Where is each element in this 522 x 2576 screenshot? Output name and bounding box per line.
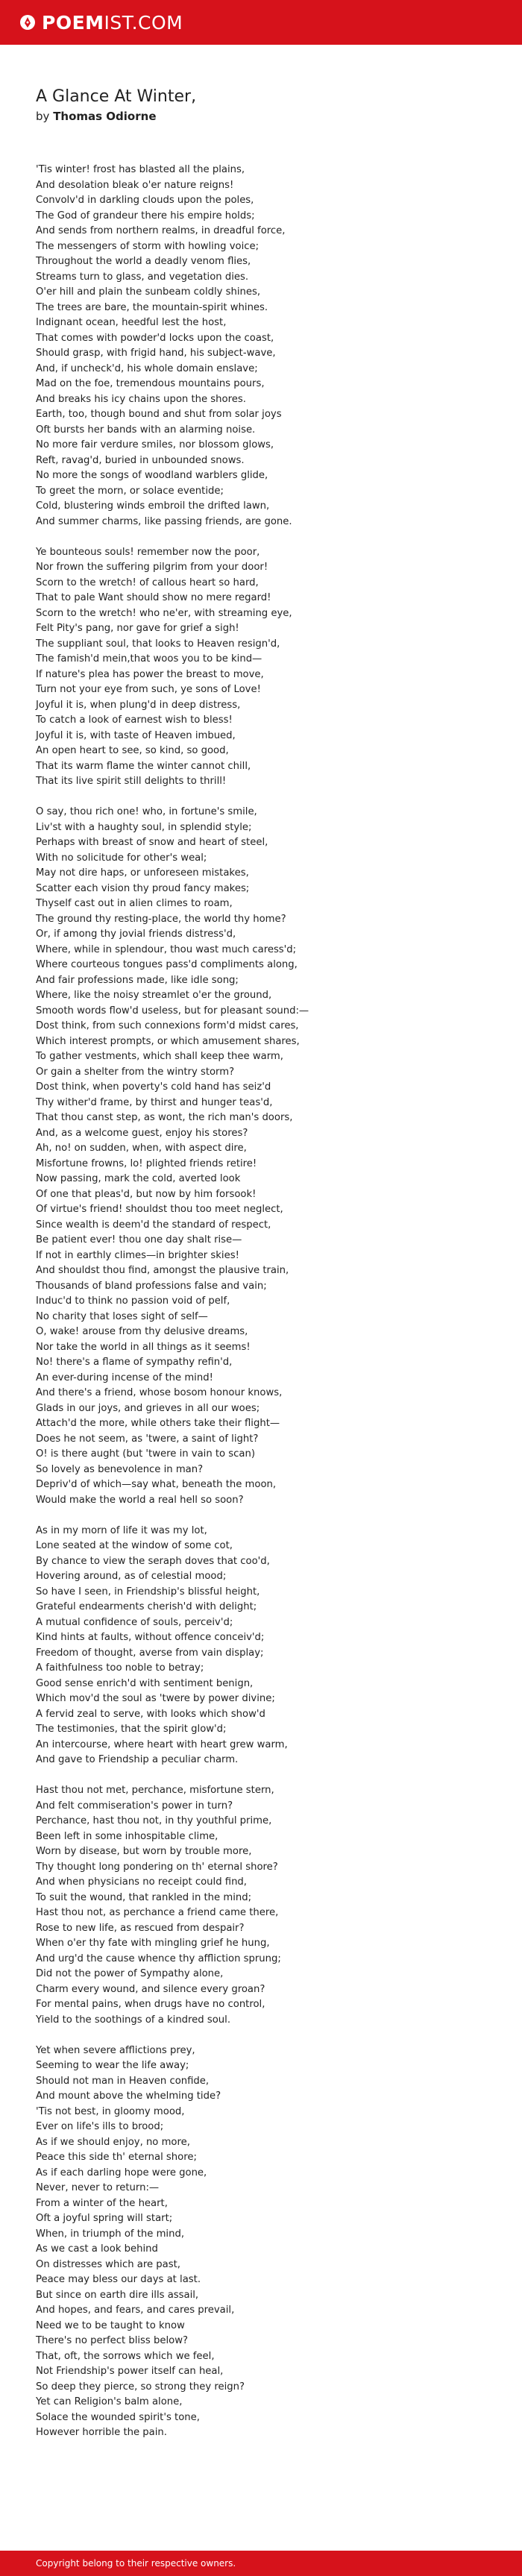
poem-line: Oft a joyful spring will start; <box>36 2213 173 2224</box>
poem-line: Throughout the world a deadly venom flies, <box>36 256 251 267</box>
poem-line: Thousands of bland professions false and vain; <box>36 1280 267 1292</box>
author-link[interactable]: Thomas Odiorne <box>53 110 157 123</box>
poem-line: So lovely as benevolence in man? <box>36 1463 204 1475</box>
poem-line: Thy wither'd frame, by thirst and hunger teas'd, <box>36 1096 273 1108</box>
poem-line: Indignant ocean, heedful lest the host, <box>36 317 227 328</box>
poem-line: Earth, too, though bound and shut from solar joys <box>36 409 282 420</box>
poem-line: O'er hill and plain the sunbeam coldly shines, <box>36 286 261 298</box>
poem-line: If nature's plea has power the breast to move, <box>36 668 264 680</box>
poem-line: Of one that pleas'd, but now by him forsook! <box>36 1188 257 1200</box>
poem-line: 'Tis not best, in gloomy mood, <box>36 2105 185 2117</box>
poem-line: With no solicitude for other's weal; <box>36 852 207 864</box>
poem-line: No more the songs of woodland warblers glide, <box>36 470 268 481</box>
poem-line: And hopes, and fears, and cares prevail, <box>36 2305 235 2316</box>
poem-line: On distresses which are past, <box>36 2258 180 2270</box>
poem-line: That its warm flame the winter cannot chill, <box>36 760 251 772</box>
poem-line: Hast thou not, as perchance a friend came there, <box>36 1907 279 1918</box>
poem-line: And gave to Friendship a peculiar charm. <box>36 1754 239 1765</box>
poem-line: Lone seated at the window of some cot, <box>36 1540 233 1551</box>
poem-line: If not in earthly climes—in brighter skies! <box>36 1249 239 1261</box>
poem-line: Peace may bless our days at last. <box>36 2274 201 2285</box>
site-footer-bar <box>0 2551 522 2576</box>
poem-line: Been left in some inhospitable clime, <box>36 1830 218 1842</box>
poem-line: An open heart to see, so kind, so good, <box>36 745 229 756</box>
poem-line: As if we should enjoy, no more, <box>36 2136 190 2148</box>
poem-stanza <box>36 1783 498 2028</box>
poem-line: Scatter each vision thy proud fancy makes; <box>36 882 250 894</box>
poem-line: Ah, no! on sudden, when, with aspect dire, <box>36 1143 247 1154</box>
poem-line: To suit the wound, that rankled in the mind; <box>36 1891 252 1903</box>
poem-line: And there's a friend, whose bosom honour knows, <box>36 1387 283 1398</box>
poem-line: As we cast a look behind <box>36 2243 158 2255</box>
poem-line: Freedom of thought, averse from vain display; <box>36 1647 264 1659</box>
poem-line: Convolv'd in darkling clouds upon the poles, <box>36 195 254 206</box>
logo-text-light: IST.COM <box>104 11 183 34</box>
poem-line: Depriv'd of which—say what, beneath the moon, <box>36 1479 277 1490</box>
poem-line: A mutual confidence of souls, perceiv'd; <box>36 1616 233 1628</box>
poem-line: That thou canst step, as wont, the rich man's doors, <box>36 1112 293 1123</box>
poem-line: Grateful endearments cherish'd with delight; <box>36 1601 257 1612</box>
poem-stanza <box>36 2043 498 2441</box>
poem-line: Misfortune frowns, lo! plighted friends retire! <box>36 1157 257 1169</box>
poem-stanza <box>36 1524 498 1768</box>
poem-line: When o'er thy fate with mingling grief he hung, <box>36 1938 270 1949</box>
poem-line: Thy thought long pondering on th' eternal shore? <box>36 1861 278 1873</box>
poem-line: Reft, ravag'd, buried in unbounded snows. <box>36 454 245 466</box>
poem-line: Liv'st with a haughty soul, in splendid style; <box>36 821 252 833</box>
poem-stanza <box>36 163 498 530</box>
poem-body <box>36 163 498 2456</box>
poem-line: Nor frown the suffering pilgrim from your door! <box>36 562 268 573</box>
poem-line: Yet can Religion's balm alone, <box>36 2396 183 2407</box>
site-logo[interactable] <box>19 13 183 32</box>
poem-line: Turn not your eye from such, ye sons of Love! <box>36 684 261 695</box>
poem-line: Perchance, hast thou not, in thy youthful prime, <box>36 1815 272 1826</box>
poem-line: Yield to the soothings of a kindred soul. <box>36 2014 231 2026</box>
site-header-bar <box>0 0 522 45</box>
footer-copyright: Copyright belong to their respective owners. <box>36 2558 236 2569</box>
poem-line: No charity that loses sight of self— <box>36 1310 208 1322</box>
poem-line: And fair professions made, like idle song; <box>36 974 239 986</box>
poem-line: Seeming to wear the life away; <box>36 2060 189 2071</box>
poem-line: Oft bursts her bands with an alarming noise. <box>36 424 256 436</box>
poem-line: The God of grandeur there his empire holds; <box>36 210 255 222</box>
poem-line: Felt Pity's pang, nor gave for grief a sigh! <box>36 623 239 634</box>
poem-line: A faithfulness too noble to betray; <box>36 1662 204 1674</box>
poem-line: Ye bounteous souls! remember now the poor, <box>36 546 260 558</box>
poem-line: However horrible the pain. <box>36 2427 167 2438</box>
poem-line: And shouldst thou find, amongst the plausive train, <box>36 1265 289 1276</box>
poem-line: And summer charms, like passing friends, are gone. <box>36 515 292 527</box>
poem-line: That, oft, the sorrows which we feel, <box>36 2350 215 2362</box>
poem-line: And sends from northern realms, in dreadful force, <box>36 225 286 236</box>
poem-line: O, wake! arouse from thy delusive dreams, <box>36 1326 248 1337</box>
poem-line: So deep they pierce, so strong they reign? <box>36 2381 245 2393</box>
poem-line: And felt commiseration's power in turn? <box>36 1800 233 1812</box>
poem-line: Need we to be taught to know <box>36 2319 185 2331</box>
poem-line: Hast thou not met, perchance, misfortune stern, <box>36 1785 274 1796</box>
poem-line: Be patient ever! thou one day shalt rise— <box>36 1234 242 1245</box>
poem-line: Ever on life's ills to brood; <box>36 2121 164 2132</box>
poem-line: Joyful it is, with taste of Heaven imbued, <box>36 729 236 741</box>
poem-line: An intercourse, where heart with heart grew warm, <box>36 1738 288 1750</box>
poem-line: As if each darling hope were gone, <box>36 2167 207 2178</box>
poem-line: Kind hints at faults, without offence conceiv'd; <box>36 1632 265 1643</box>
poem-line: Hovering around, as of celestial mood; <box>36 1571 227 1582</box>
poem-byline <box>36 109 491 124</box>
poem-line: For mental pains, when drugs have no control, <box>36 1999 265 2010</box>
poem-line: Mad on the foe, tremendous mountains pours, <box>36 378 265 389</box>
poem-line: And, as a welcome guest, enjoy his stores? <box>36 1127 248 1139</box>
poem-line: Now passing, mark the cold, averted look <box>36 1173 241 1184</box>
poem-line: Does he not seem, as 'twere, a saint of light? <box>36 1433 259 1445</box>
poem-line: Induc'd to think no passion void of pelf, <box>36 1295 230 1307</box>
poem-line: As in my morn of life it was my lot, <box>36 1524 207 1536</box>
poem-line: Dost think, when poverty's cold hand has seiz'd <box>36 1081 271 1093</box>
poem-line: Not Friendship's power itself can heal, <box>36 2366 224 2377</box>
poem-line: O say, thou rich one! who, in fortune's smile, <box>36 806 257 817</box>
poem-line: Where, while in splendour, thou wast much caress'd; <box>36 943 297 955</box>
poem-line: And urg'd the cause whence thy affliction sprung; <box>36 1953 281 1964</box>
site-logo-text <box>42 13 183 32</box>
logo-text-bold: POEM <box>42 11 104 34</box>
poem-line: Would make the world a real hell so soon? <box>36 1494 244 1506</box>
pen-nib-icon <box>19 14 36 31</box>
poem-line: But since on earth dire ills assail, <box>36 2289 199 2301</box>
poem-line: There's no perfect bliss below? <box>36 2335 188 2346</box>
poem-line: Charm every wound, and silence every groan? <box>36 1983 265 1995</box>
poem-title: A Glance At Winter, <box>36 87 197 106</box>
poem-line: That its live spirit still delights to thrill! <box>36 776 227 787</box>
poem-line: Smooth words flow'd useless, but for pleasant sound:— <box>36 1005 309 1017</box>
poem-line: Glads in our joys, and grieves in all our woes; <box>36 1402 260 1414</box>
poem-line: And desolation bleak o'er nature reigns! <box>36 179 234 191</box>
poem-line: That to pale Want should show no mere regard! <box>36 592 271 603</box>
poem-line: The trees are bare, the mountain-spirit whines. <box>36 301 268 313</box>
poem-line: Good sense enrich'd with sentiment benign, <box>36 1677 254 1689</box>
poem-line: To catch a look of earnest wish to bless! <box>36 714 233 726</box>
poem-line: Cold, blustering winds embroil the drifted lawn, <box>36 500 270 512</box>
poem-line: Which mov'd the soul as 'twere by power divine; <box>36 1693 275 1704</box>
poem-line: No! there's a flame of sympathy refin'd, <box>36 1357 233 1368</box>
poem-line: Thyself cast out in alien climes to roam, <box>36 898 233 909</box>
poem-line: The messengers of storm with howling voice; <box>36 240 260 252</box>
poem-line: Or gain a shelter from the wintry storm? <box>36 1066 235 1078</box>
poem-stanza <box>36 805 498 1508</box>
poem-line: Which interest prompts, or which amusement shares, <box>36 1035 300 1047</box>
poem-line: So have I seen, in Friendship's blissful height, <box>36 1586 260 1598</box>
poem-line: The ground thy resting-place, the world thy home? <box>36 913 286 925</box>
poem-line: Scorn to the wretch! of callous heart so hard, <box>36 577 259 588</box>
poem-header <box>36 87 491 124</box>
poem-line: Did not the power of Sympathy alone, <box>36 1968 224 1979</box>
poem-line: Should not man in Heaven confide, <box>36 2075 210 2087</box>
poem-line: An ever-during incense of the mind! <box>36 1372 213 1383</box>
poem-line: Where courteous tongues pass'd compliments along, <box>36 959 298 970</box>
poem-line: No more fair verdure smiles, nor blossom glows, <box>36 439 274 450</box>
poem-line: Yet when severe afflictions prey, <box>36 2044 195 2056</box>
poem-line: Perhaps with breast of snow and heart of steel, <box>36 837 268 848</box>
poem-line: Dost think, from such connexions form'd midst cares, <box>36 1020 299 1031</box>
poem-stanza <box>36 545 498 790</box>
poem-line: Joyful it is, when plung'd in deep distress, <box>36 699 241 711</box>
poem-line: Peace this side th' eternal shore; <box>36 2152 197 2163</box>
byline-label: by <box>36 110 50 123</box>
poem-line: By chance to view the seraph doves that coo'd, <box>36 1555 270 1567</box>
poem-line: Or, if among thy jovial friends distress'd, <box>36 929 236 940</box>
poem-line: Nor take the world in all things as it seems! <box>36 1341 251 1353</box>
poem-line: Worn by disease, but worn by trouble more, <box>36 1846 252 1857</box>
poem-line: Streams turn to glass, and vegetation dies. <box>36 271 249 283</box>
poem-line: Never, never to return:— <box>36 2182 160 2193</box>
poem-line: Scorn to the wretch! who ne'er, with streaming eye, <box>36 607 292 619</box>
poem-line: May not dire haps, or unforeseen mistakes, <box>36 867 249 879</box>
poem-line: The suppliant soul, that looks to Heaven resign'd, <box>36 638 280 650</box>
poem-line: O! is there aught (but 'twere in vain to scan) <box>36 1448 256 1460</box>
poem-line: To greet the morn, or solace eventide; <box>36 485 224 497</box>
poem-line: Rose to new life, as rescued from despair? <box>36 1922 245 1934</box>
poem-line: Solace the wounded spirit's tone, <box>36 2411 200 2423</box>
poem-line: And mount above the whelming tide? <box>36 2090 221 2102</box>
poem-line: From a winter of the heart, <box>36 2197 168 2209</box>
poem-line: Where, like the noisy streamlet o'er the ground, <box>36 990 272 1001</box>
poem-line: Since wealth is deem'd the standard of respect, <box>36 1219 271 1231</box>
poem-line: The testimonies, that the spirit glow'd; <box>36 1724 227 1735</box>
poem-line: And, if uncheck'd, his whole domain enslave; <box>36 362 258 374</box>
poem-line: That comes with powder'd locks upon the coast, <box>36 332 274 344</box>
poem-line: A fervid zeal to serve, with looks which show'd <box>36 1708 265 1720</box>
poem-line: The famish'd mein,that woos you to be kind— <box>36 653 262 665</box>
poem-line: 'Tis winter! frost has blasted all the plains, <box>36 164 245 175</box>
poem-line: Of virtue's friend! shouldst thou too meet neglect, <box>36 1204 283 1215</box>
poem-line: Attach'd the more, while others take their flight— <box>36 1418 280 1429</box>
poem-line: When, in triumph of the mind, <box>36 2228 185 2240</box>
poem-line: And breaks his icy chains upon the shores. <box>36 393 246 405</box>
poem-line: To gather vestments, which shall keep thee warm, <box>36 1051 283 1062</box>
poem-line: And when physicians no receipt could find, <box>36 1876 247 1888</box>
poem-line: Should grasp, with frigid hand, his subject-wave, <box>36 348 276 359</box>
